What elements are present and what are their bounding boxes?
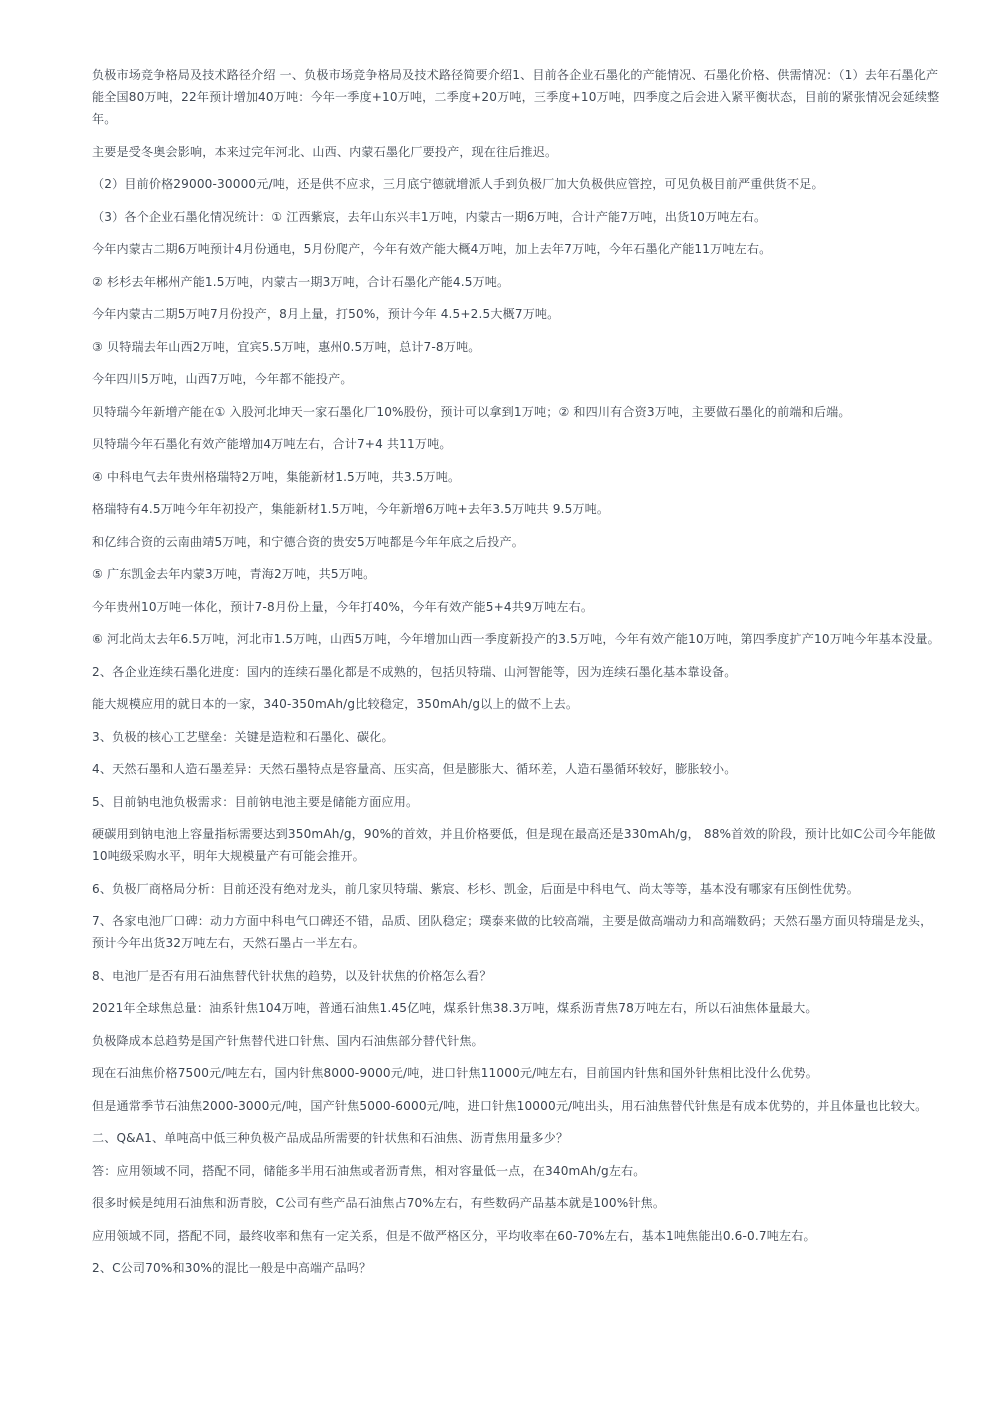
paragraph-continuous-graphitization: 2、各企业连续石墨化进度：国内的连续石墨化都是不成熟的，包括贝特瑞、山河智能等，因为连续石墨化基本靠设备。 xyxy=(92,664,737,679)
paragraph-battery-maker-reputation: 7、各家电池厂口碑：动力方面中科电气口碑还不错，品质、团队稳定；璞泰来做的比较高端，主要是做高端动力和高端数码；天然石墨方面贝特瑞是龙头，预计今年出货32万吨左右，天然石墨占一半左右。 xyxy=(92,914,933,950)
paragraph-current-price: （2）目前价格29000-30000元/吨，还是供不应求，三月底宁德就增派人手到负极厂加大负极供应管控，可见负极目前严重供货不足。 xyxy=(92,177,824,191)
paragraph-zichen-phase-two: 今年内蒙古二期6万吨预计4月份通电，5月份爬产，今年有效产能大概4万吨，加上去年7万吨，今年石墨化产能11万吨左右。 xyxy=(92,242,772,256)
paragraph-shanshan-capacity: ② 杉杉去年郴州产能1.5万吨，内蒙古一期3万吨，合计石墨化产能4.5万吨。 xyxy=(92,274,510,289)
paragraph-kaijin-capacity: ⑤ 广东凯金去年内蒙3万吨，青海2万吨，共5万吨。 xyxy=(92,567,376,581)
paragraph-winter-olympics-impact: 主要是受冬奥会影响，本来过完年河北、山西、内蒙石墨化厂要投产，现在往后推迟。 xyxy=(92,144,558,159)
paragraph-hard-carbon: 硬碳用到钠电池上容量指标需要达到350mAh/g，90%的首效，并且价格要低，但是现在最高还是330mAh/g， 88%首效的阶段，预计比如C公司今年能做10吨级采购水平，明年大规模量产有可能会推开。 xyxy=(92,827,936,863)
paragraph-petroleum-coke-question: 8、电池厂是否有用石油焦替代针状焦的趋势，以及针状焦的价格怎么看？ xyxy=(92,968,492,983)
paragraph-cost-reduction-trend: 负极降成本总趋势是国产针焦替代进口针焦、国内石油焦部分替代针焦。 xyxy=(92,1033,484,1048)
paragraph-current-coke-prices: 现在石油焦价格7500元/吨左右，国内针焦8000-9000元/吨，进口针焦11000元/吨左右，目前国内针焦和国外针焦相比没什么优势。 xyxy=(92,1066,818,1080)
paragraph-geruite-capacity: 格瑞特有4.5万吨今年年初投产，集能新材1.5万吨，今年新增6万吨+去年3.5万吨共 9.5万吨。 xyxy=(92,502,610,516)
paragraph-zhongke-capacity: ④ 中科电气去年贵州格瑞特2万吨，集能新材1.5万吨，共3.5万吨。 xyxy=(92,469,461,484)
paragraph-seasonal-coke-prices: 但是通常季节石油焦2000-3000元/吨，国产针焦5000-6000元/吨，进口针焦10000元/吨出头，用石油焦替代针焦是有成本优势的，并且体量也比较大。 xyxy=(92,1098,928,1113)
paragraph-company-stats-zichen: （3）各个企业石墨化情况统计：① 江西紫宸，去年山东兴丰1万吨，内蒙古一期6万吨，合计产能7万吨，出货10万吨左右。 xyxy=(92,209,767,224)
paragraph-core-process-barrier: 3、负极的核心工艺壁垒：关键是造粒和石墨化、碳化。 xyxy=(92,729,394,744)
paragraph-btr-new-capacity: 贝特瑞今年新增产能在① 入股河北坤天一家石墨化厂10%股份，预计可以拿到1万吨；② 和四川有合资3万吨，主要做石墨化的前端和后端。 xyxy=(92,404,851,419)
paragraph-japan-application: 能大规模应用的就日本的一家，340-350mAh/g比较稳定，350mAh/g以上的做不上去。 xyxy=(92,697,579,711)
paragraph-qa-question-two: 2、C公司70%和30%的混比一般是中高端产品吗？ xyxy=(92,1261,372,1275)
paragraph-natural-vs-artificial: 4、天然石墨和人造石墨差异：天然石墨特点是容量高、压实高，但是膨胀大、循环差，人造石墨循环较好，膨胀较小。 xyxy=(92,762,737,776)
paragraph-qa-answer-one-continued: 很多时候是纯用石油焦和沥青胶，C公司有些产品石油焦占70%左右，有些数码产品基本就是100%针焦。 xyxy=(92,1196,666,1210)
document-body xyxy=(92,64,940,1290)
paragraph-shangtai-capacity: ⑥ 河北尚太去年6.5万吨，河北市1.5万吨，山西5万吨，今年增加山西一季度新投产的3.5万吨，今年有效产能10万吨，第四季度扩产10万吨今年基本没量。 xyxy=(92,632,940,646)
paragraph-qa-question-one: 二、Q&A1、单吨高中低三种负极产品成品所需要的针状焦和石油焦、沥青焦用量多少？ xyxy=(92,1131,569,1145)
paragraph-kaijin-guizhou: 今年贵州10万吨一体化，预计7-8月份上量，今年打40%，今年有效产能5+4共9万吨左右。 xyxy=(92,599,594,614)
paragraph-shanshan-phase-two: 今年内蒙古二期5万吨7月份投产，8月上量，打50%，预计今年 4.5+2.5大概7万吨。 xyxy=(92,307,560,321)
paragraph-btr-effective-capacity: 贝特瑞今年石墨化有效产能增加4万吨左右，合计7+4 共11万吨。 xyxy=(92,437,452,451)
paragraph-competition-landscape: 6、负极厂商格局分析：目前还没有绝对龙头，前几家贝特瑞、紫宸、杉杉、凯金，后面是中科电气、尚太等等，基本没有哪家有压倒性优势。 xyxy=(92,881,859,896)
paragraph-joint-ventures: 和亿纬合资的云南曲靖5万吨，和宁德合资的贵安5万吨都是今年年底之后投产。 xyxy=(92,534,524,549)
paragraph-qa-yield: 应用领域不同，搭配不同，最终收率和焦有一定关系，但是不做严格区分，平均收率在60-70%左右，基本1吨焦能出0.6-0.7吨左右。 xyxy=(92,1228,816,1243)
paragraph-sodium-demand: 5、目前钠电池负极需求：目前钠电池主要是储能方面应用。 xyxy=(92,794,419,809)
paragraph-global-coke-volume: 2021年全球焦总量：油系针焦104万吨，普通石油焦1.45亿吨，煤系针焦38.3万吨，煤系沥青焦78万吨左右，所以石油焦体量最大。 xyxy=(92,1001,818,1015)
paragraph-btr-capacity: ③ 贝特瑞去年山西2万吨，宜宾5.5万吨，惠州0.5万吨，总计7-8万吨。 xyxy=(92,339,481,354)
paragraph-intro-section-one: 负极市场竞争格局及技术路径介绍 一、负极市场竞争格局及技术路径简要介绍1、目前各企业石墨化的产能情况、石墨化价格、供需情况：（1）去年石墨化产能全国80万吨，22年预计增加40万吨：今年一季度+10万吨，二季度+20万吨，三季度+10万吨，四季度之后会进入紧平衡状态，目前的紧张情况会延续整年。 xyxy=(92,68,940,126)
paragraph-btr-sichuan-shanxi: 今年四川5万吨，山西7万吨，今年都不能投产。 xyxy=(92,372,353,386)
paragraph-qa-answer-one: 答：应用领域不同，搭配不同，储能多半用石油焦或者沥青焦，相对容量低一点，在340mAh/g左右。 xyxy=(92,1163,646,1178)
